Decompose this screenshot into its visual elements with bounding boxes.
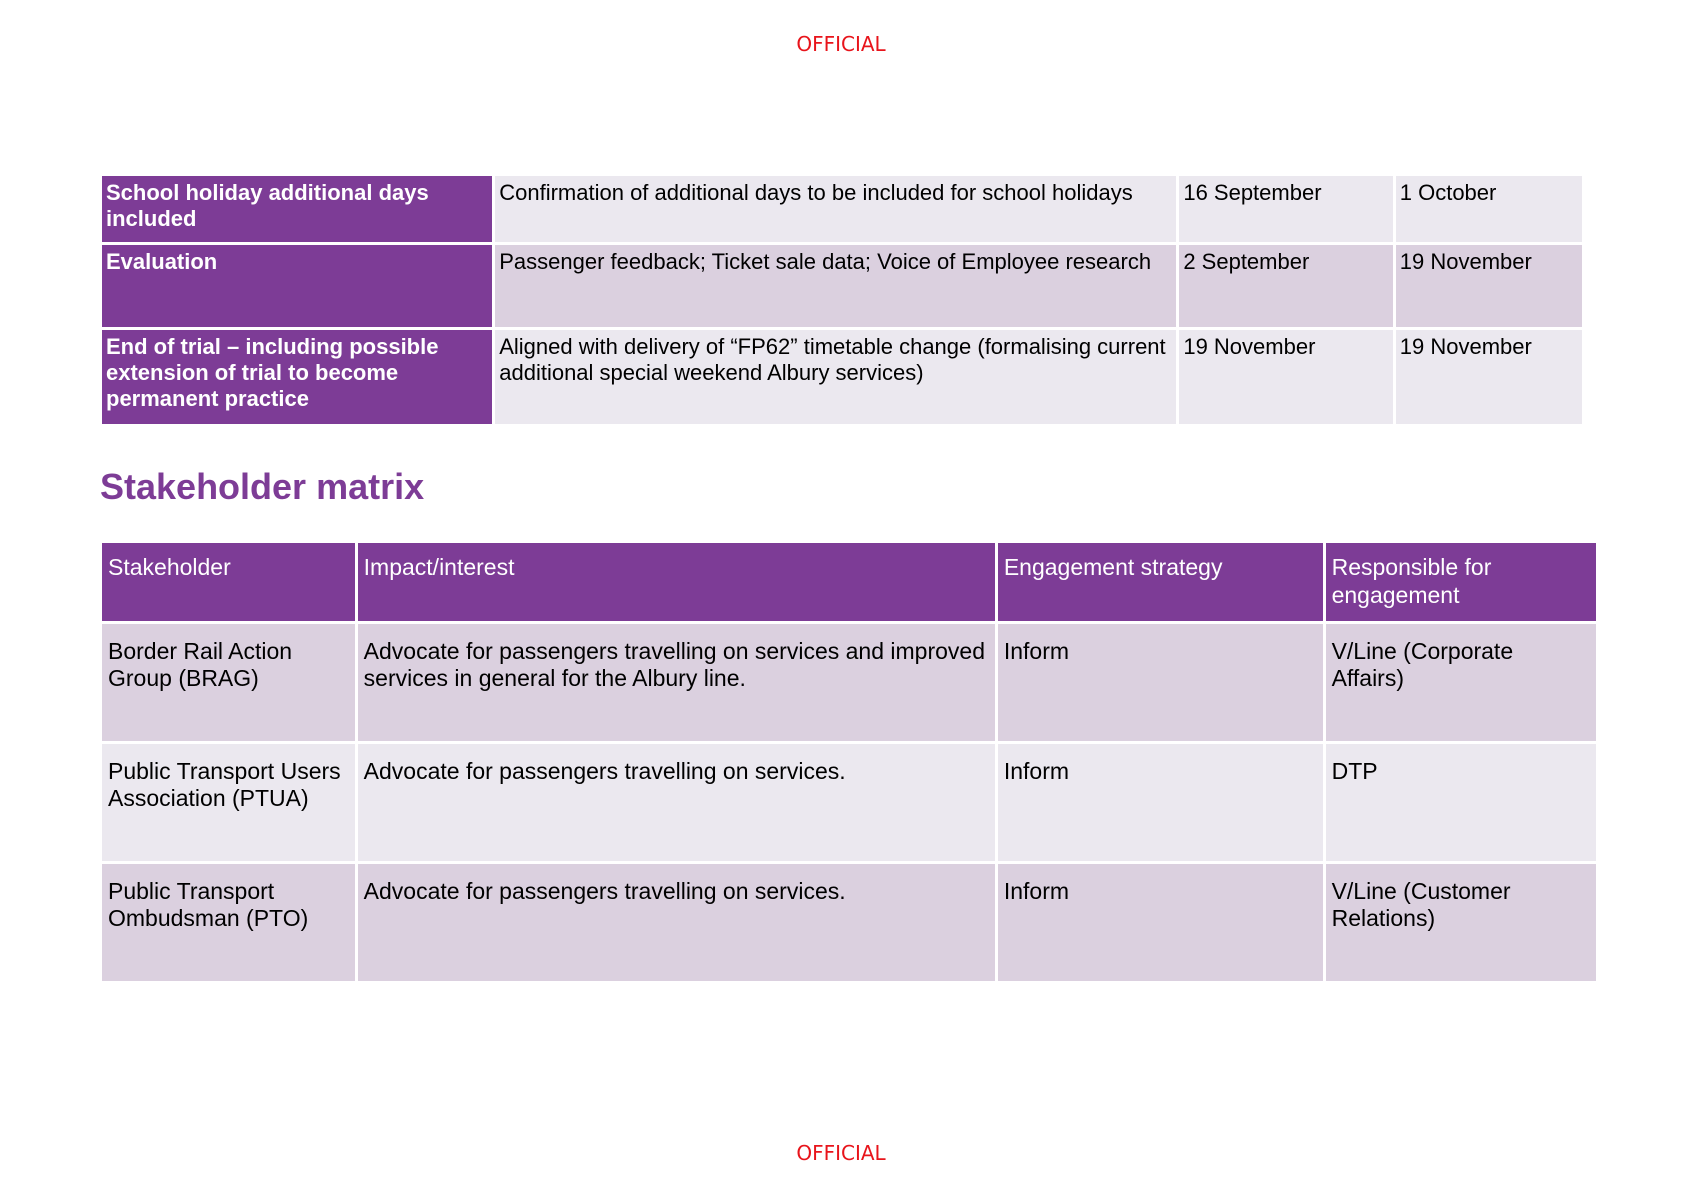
engagement-strategy: Inform [998, 744, 1323, 861]
table-row [102, 864, 1596, 981]
table-row [102, 624, 1596, 741]
milestone-description: Passenger feedback; Ticket sale data; Voice of Employee research [495, 245, 1176, 327]
security-marking-top: OFFICIAL [796, 32, 886, 56]
column-header: Engagement strategy [998, 543, 1323, 621]
responsible-party: DTP [1326, 744, 1596, 861]
responsible-party: V/Line (Corporate Affairs) [1326, 624, 1596, 741]
milestone-start: 19 November [1179, 330, 1392, 424]
table-row [102, 330, 1582, 424]
column-header: Impact/interest [358, 543, 995, 621]
engagement-strategy: Inform [998, 624, 1323, 741]
column-header: Responsible for engagement [1326, 543, 1596, 621]
stakeholder-name: Public Transport Ombudsman (PTO) [102, 864, 355, 981]
responsible-party: V/Line (Customer Relations) [1326, 864, 1596, 981]
milestone-start: 16 September [1179, 176, 1392, 242]
milestone-description: Confirmation of additional days to be included for school holidays [495, 176, 1176, 242]
engagement-strategy: Inform [998, 864, 1323, 981]
table-row [102, 245, 1582, 327]
stakeholder-name: Border Rail Action Group (BRAG) [102, 624, 355, 741]
section-heading: Stakeholder matrix [100, 466, 425, 507]
column-header: Stakeholder [102, 543, 355, 621]
impact-interest: Advocate for passengers travelling on services. [358, 864, 995, 981]
impact-interest: Advocate for passengers travelling on services. [358, 744, 995, 861]
milestone-label: End of trial – including possible extension of trial to become permanent practice [102, 330, 492, 424]
milestone-label: School holiday additional days included [102, 176, 492, 242]
milestone-end: 19 November [1396, 330, 1582, 424]
milestone-label: Evaluation [102, 245, 492, 327]
table-header-row [102, 543, 1596, 621]
impact-interest: Advocate for passengers travelling on services and improved services in general for the Albury line. [358, 624, 995, 741]
stakeholder-matrix-table [99, 540, 1599, 984]
timeline-table [99, 173, 1585, 427]
table-row [102, 744, 1596, 861]
milestone-end: 19 November [1396, 245, 1582, 327]
milestone-start: 2 September [1179, 245, 1392, 327]
milestone-description: Aligned with delivery of “FP62” timetable change (formalising current additional special weekend Albury services) [495, 330, 1176, 424]
security-marking-bottom: OFFICIAL [796, 1141, 886, 1165]
stakeholder-name: Public Transport Users Association (PTUA) [102, 744, 355, 861]
milestone-end: 1 October [1396, 176, 1582, 242]
table-row [102, 176, 1582, 242]
